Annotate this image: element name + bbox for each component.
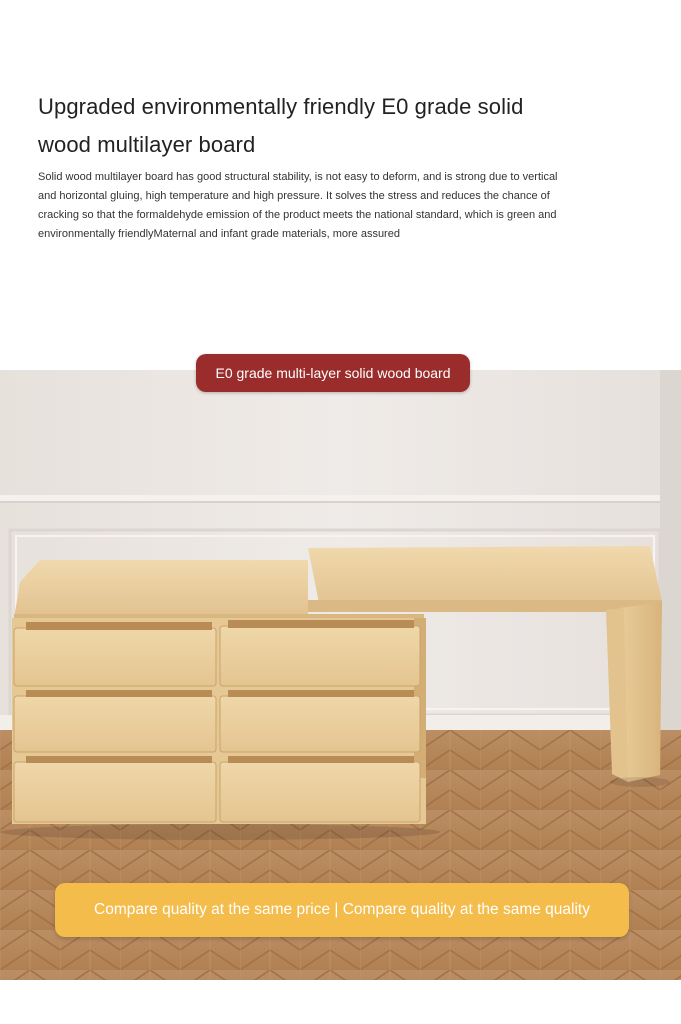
description-text: Solid wood multilayer board has good structural stability, is not easy to deform, and is strong due to vertical and horizontal gluing, high temperature and high pressure. It solves the stress and reduces the chance of cracking so that the formaldehyde emission of the product meets the national standard, which is green and environmentally friendlyMaternal and infant grade materials, more assured [38,171,558,240]
material-badge: E0 grade multi-layer solid wood board [196,354,470,392]
quality-comparison-banner: Compare quality at the same price | Compare quality at the same quality [55,883,629,937]
headline: Upgraded environmentally friendly E0 grade solid wood multilayer board [38,94,524,157]
